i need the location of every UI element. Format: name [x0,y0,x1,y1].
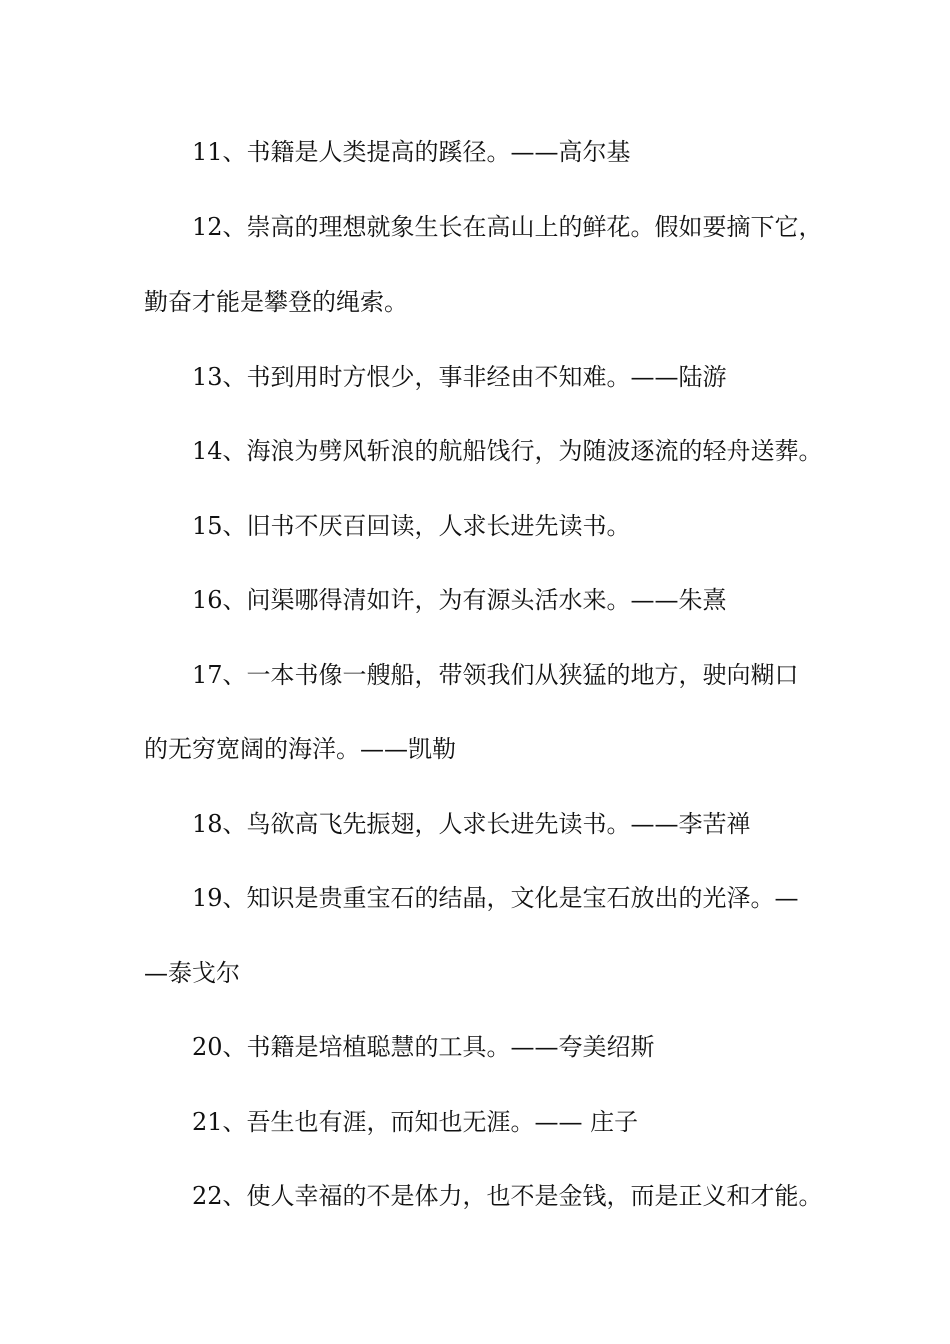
quote-16: 16、问渠哪得清如许，为有源头活水来。——朱熹 [192,586,727,614]
quote-22: 22、使人幸福的不是体力，也不是金钱，而是正义和才能。 [192,1182,823,1210]
quote-13: 13、书到用时方恨少，事非经由不知难。——陆游 [192,363,727,391]
quote-12-line-1: 12、崇高的理想就象生长在高山上的鲜花。假如要摘下它， [192,213,823,241]
quote-18: 18、鸟欲高飞先振翅，人求长进先读书。——李苦禅 [192,810,751,838]
quote-15: 15、旧书不厌百回读，人求长进先读书。 [192,512,631,540]
quote-20: 20、书籍是培植聪慧的工具。——夸美绍斯 [192,1033,655,1061]
quote-19-line-1: 19、知识是贵重宝石的结晶，文化是宝石放出的光泽。— [192,884,799,912]
quote-21: 21、吾生也有涯，而知也无涯。—— 庄子 [192,1108,639,1136]
quote-14: 14、海浪为劈风斩浪的航船饯行，为随波逐流的轻舟送葬。 [192,437,823,465]
quote-17-line-2: 的无穷宽阔的海洋。——凯勒 [144,735,456,763]
quote-17-line-1: 17、一本书像一艘船，带领我们从狭猛的地方，驶向糊口 [192,661,799,689]
quote-11: 11、书籍是人类提高的蹊径。——高尔基 [192,138,631,166]
quote-19-line-2: —泰戈尔 [144,959,240,987]
quote-12-line-2: 勤奋才能是攀登的绳索。 [144,288,408,316]
